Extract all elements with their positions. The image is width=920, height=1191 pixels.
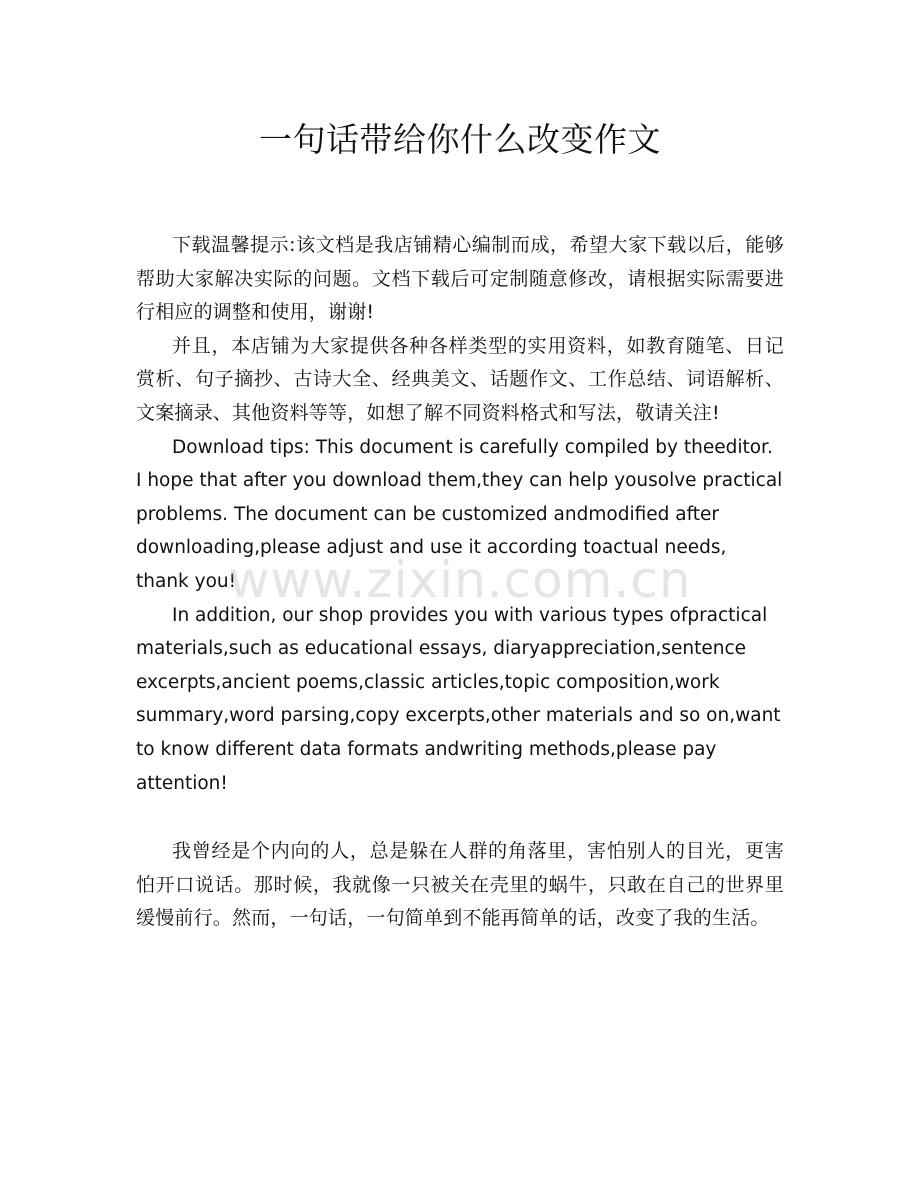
download-notice — [136, 229, 784, 800]
notice-paragraph-cn-2: 并且，本店铺为大家提供各种各样类型的实用资料，如教育随笔、日记赏析、句子摘抄、古诗大全、经典美文、话题作文、工作总结、词语解析、文案摘录、其他资料等等，如想了解不同资料格式和写法，敬请关注! — [136, 334, 784, 424]
notice-paragraph-en-1: Download tips: This document is carefully compiled by theeditor. I hope that after you download them,they can help yousolve practical problems. The document can be customized andmodified after downloading,please adjust and use it according toactual needs, thank you! — [136, 436, 783, 592]
essay-body — [136, 835, 784, 936]
essay-paragraph-1: 我曾经是个内向的人，总是躲在人群的角落里，害怕别人的目光，更害怕开口说话。那时候，我就像一只被关在壳里的蜗牛，只敢在自己的世界里缓慢前行。然而，一句话，一句简单到不能再简单的话，改变了我的生活。 — [136, 840, 784, 930]
notice-paragraph-cn-1: 下载温馨提示:该文档是我店铺精心编制而成，希望大家下载以后，能够帮助大家解决实际的问题。文档下载后可定制随意修改，请根据实际需要进行相应的调整和使用，谢谢! — [136, 234, 784, 324]
document-title: 一句话带给你什么改变作文 — [259, 120, 661, 159]
watermark-text: www.zixin.com.cn — [228, 551, 692, 609]
notice-paragraph-en-2: In addition, our shop provides you with various types ofpractical materials,such as educational essays, diaryappreciation,sentence excerpts,ancient poems,classic articles,topic composition,work summary,word parsing,copy excerpts,other materials and so on,want to know different data formats andwriting methods,please pay attention! — [136, 604, 781, 794]
